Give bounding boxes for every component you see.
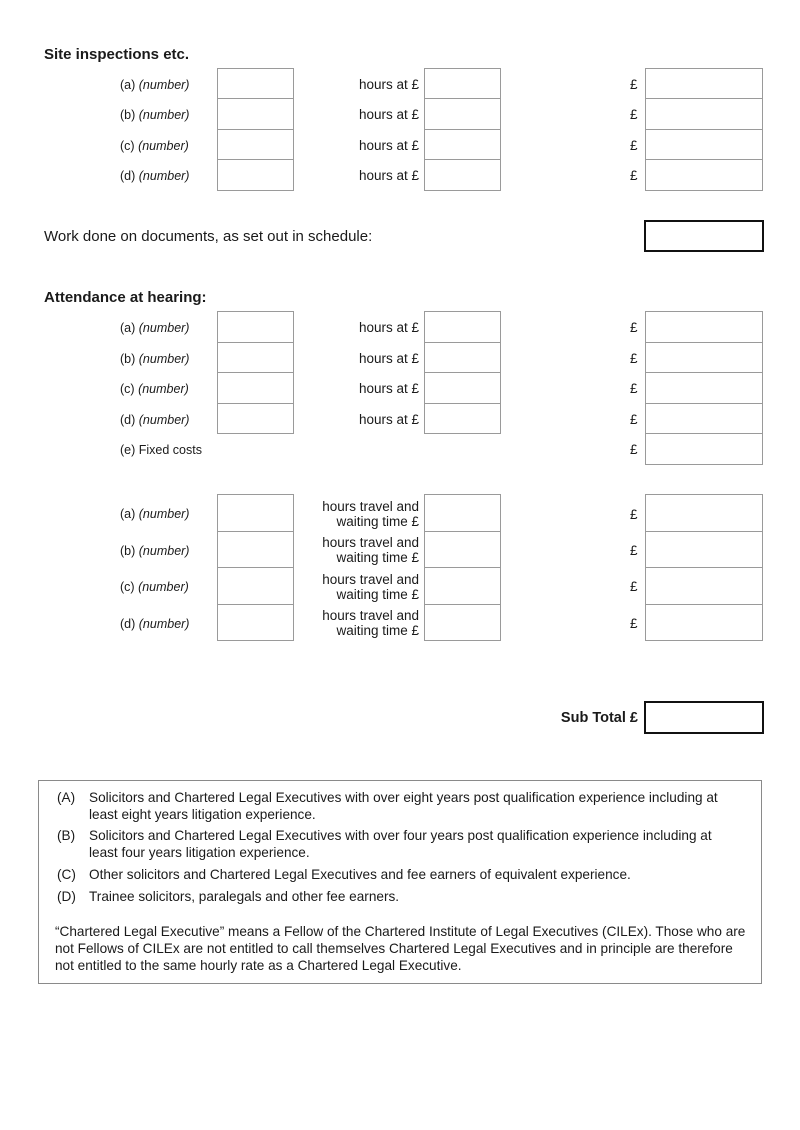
attendance-heading: Attendance at hearing: xyxy=(44,289,207,306)
row-letter: (b) xyxy=(120,108,136,122)
number-label: (number) xyxy=(138,507,190,521)
row-letter: (c) xyxy=(120,382,135,396)
rate-input[interactable] xyxy=(424,311,501,343)
number-input[interactable] xyxy=(217,98,294,130)
travel-label-line1: hours travel and xyxy=(322,572,419,587)
pound-sign: £ xyxy=(630,77,638,92)
cilex-footnote: “Chartered Legal Executive” means a Fellow of the Chartered Institute of Legal Executives (CILEx). Those who are not Fellows of CILEx are not entitled to call themselves Chartered Legal Executives and in principle are therefore not entitled to the same hourly rate as a Chartered Legal Executive. xyxy=(55,924,746,973)
pound-sign: £ xyxy=(630,579,638,594)
rate-input[interactable] xyxy=(424,372,501,404)
amount-input[interactable] xyxy=(645,372,763,404)
number-input[interactable] xyxy=(217,159,294,191)
note-key: (C) xyxy=(57,867,76,882)
note-text: Solicitors and Chartered Legal Executives with over eight years post qualification experience including at least eight years litigation experience. xyxy=(89,790,718,822)
number-label: (number) xyxy=(138,139,189,153)
number-label: (number) xyxy=(138,169,190,183)
travel-label xyxy=(300,499,419,529)
work-done-label: Work done on documents, as set out in schedule: xyxy=(44,228,373,245)
number-label: (number) xyxy=(138,321,190,335)
travel-label xyxy=(300,608,419,638)
number-input[interactable] xyxy=(217,311,294,343)
row-label xyxy=(120,382,189,396)
row-label xyxy=(120,544,189,558)
row-label xyxy=(120,78,189,92)
subtotal-amount-input[interactable] xyxy=(644,701,764,734)
amount-input[interactable] xyxy=(645,403,763,434)
pound-sign: £ xyxy=(630,442,638,457)
pound-sign: £ xyxy=(630,168,638,183)
note-text: Trainee solicitors, paralegals and other fee earners. xyxy=(89,889,400,904)
travel-label xyxy=(300,535,419,565)
amount-input[interactable] xyxy=(645,531,763,568)
fixed-costs-label: (e) Fixed costs xyxy=(120,443,202,457)
travel-label-line2: waiting time £ xyxy=(336,550,419,565)
amount-input[interactable] xyxy=(645,342,763,373)
row-letter: (d) xyxy=(120,413,136,427)
travel-label-line2: waiting time £ xyxy=(336,514,419,529)
row-letter: (b) xyxy=(120,352,136,366)
number-label: (number) xyxy=(138,544,190,558)
number-input[interactable] xyxy=(217,567,294,605)
row-letter: (c) xyxy=(120,580,135,594)
pound-sign: £ xyxy=(630,107,638,122)
rate-input[interactable] xyxy=(424,159,501,191)
amount-input[interactable] xyxy=(645,68,763,99)
rate-input[interactable] xyxy=(424,567,501,605)
note-text: Other solicitors and Chartered Legal Executives and fee earners of equivalent experience. xyxy=(89,867,631,882)
amount-input[interactable] xyxy=(645,159,763,191)
amount-input[interactable] xyxy=(645,604,763,641)
pound-sign: £ xyxy=(630,351,638,366)
row-label xyxy=(120,413,189,427)
rate-input[interactable] xyxy=(424,342,501,373)
number-label: (number) xyxy=(138,352,190,366)
row-letter: (c) xyxy=(120,139,135,153)
row-letter: (d) xyxy=(120,617,136,631)
row-letter: (b) xyxy=(120,544,136,558)
note-key: (B) xyxy=(57,828,76,843)
rate-input[interactable] xyxy=(424,68,501,99)
amount-input[interactable] xyxy=(645,567,763,605)
travel-label-line1: hours travel and xyxy=(322,535,419,550)
work-done-amount-input[interactable] xyxy=(644,220,764,252)
row-label xyxy=(120,580,189,594)
rate-input[interactable] xyxy=(424,531,501,568)
row-letter: (a) xyxy=(120,78,136,92)
row-label xyxy=(120,507,189,521)
number-label: (number) xyxy=(138,382,189,396)
hours-label: hours at £ xyxy=(358,138,419,153)
hours-label: hours at £ xyxy=(358,351,419,366)
note-key: (D) xyxy=(57,889,76,904)
rate-input[interactable] xyxy=(424,403,501,434)
hours-label: hours at £ xyxy=(358,320,419,335)
number-label: (number) xyxy=(138,580,189,594)
note-text: Solicitors and Chartered Legal Executives with over four years post qualification experience including at least four years litigation experience. xyxy=(89,828,712,860)
row-letter: (a) xyxy=(120,507,136,521)
number-label: (number) xyxy=(138,617,190,631)
hours-label: hours at £ xyxy=(358,107,419,122)
number-input[interactable] xyxy=(217,403,294,434)
subtotal-label: Sub Total £ xyxy=(560,710,638,726)
row-label xyxy=(120,169,189,183)
rate-input[interactable] xyxy=(424,604,501,641)
pound-sign: £ xyxy=(630,543,638,558)
travel-label-line2: waiting time £ xyxy=(336,587,419,602)
travel-label-line2: waiting time £ xyxy=(336,623,419,638)
number-label: (number) xyxy=(138,413,190,427)
number-input[interactable] xyxy=(217,68,294,99)
number-input[interactable] xyxy=(217,372,294,404)
row-label xyxy=(120,617,189,631)
pound-sign: £ xyxy=(630,616,638,631)
hours-label: hours at £ xyxy=(358,381,419,396)
pound-sign: £ xyxy=(630,412,638,427)
rate-input[interactable] xyxy=(424,494,501,532)
number-input[interactable] xyxy=(217,129,294,160)
amount-input[interactable] xyxy=(645,494,763,532)
amount-input[interactable] xyxy=(645,129,763,160)
number-label: (number) xyxy=(138,108,190,122)
number-input[interactable] xyxy=(217,342,294,373)
number-input[interactable] xyxy=(217,604,294,641)
pound-sign: £ xyxy=(630,381,638,396)
number-label: (number) xyxy=(138,78,190,92)
site-inspections-heading: Site inspections etc. xyxy=(44,46,190,63)
amount-input[interactable] xyxy=(645,311,763,343)
hours-label: hours at £ xyxy=(358,412,419,427)
note-key: (A) xyxy=(57,790,76,805)
travel-label-line1: hours travel and xyxy=(322,499,419,514)
rate-input[interactable] xyxy=(424,129,501,160)
row-label xyxy=(120,321,189,335)
row-letter: (a) xyxy=(120,321,136,335)
row-label xyxy=(120,352,189,366)
fixed-costs-amount-input[interactable] xyxy=(645,433,763,465)
number-input[interactable] xyxy=(217,494,294,532)
pound-sign: £ xyxy=(630,138,638,153)
hours-label: hours at £ xyxy=(358,77,419,92)
hours-label: hours at £ xyxy=(358,168,419,183)
row-letter: (d) xyxy=(120,169,136,183)
travel-label-line1: hours travel and xyxy=(322,608,419,623)
pound-sign: £ xyxy=(630,320,638,335)
number-input[interactable] xyxy=(217,531,294,568)
pound-sign: £ xyxy=(630,507,638,522)
row-label xyxy=(120,139,189,153)
amount-input[interactable] xyxy=(645,98,763,130)
row-label xyxy=(120,108,189,122)
rate-input[interactable] xyxy=(424,98,501,130)
travel-label xyxy=(300,572,419,602)
fee-earner-notes xyxy=(38,780,762,984)
